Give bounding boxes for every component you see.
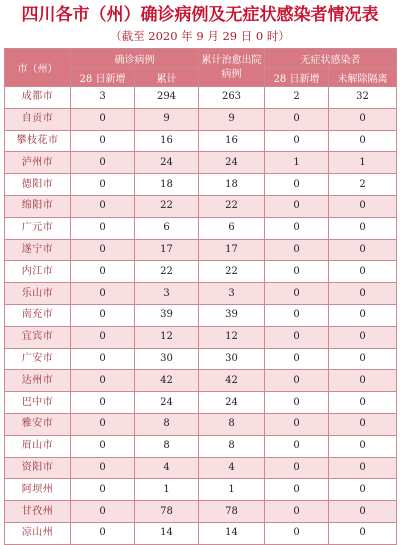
- city-cell: 巴中市: [5, 392, 71, 414]
- confirmed-total-cell: 9: [135, 108, 199, 130]
- table-row: [5, 174, 397, 196]
- asymptomatic-new-cell: 0: [265, 522, 329, 544]
- case-table: [4, 48, 397, 545]
- asymptomatic-new-cell: 0: [265, 370, 329, 392]
- city-cell: 广安市: [5, 348, 71, 370]
- asymptomatic-new-cell: 0: [265, 392, 329, 414]
- asymptomatic-unreleased-cell: 0: [329, 413, 397, 435]
- discharged-cell: 9: [199, 108, 265, 130]
- asymptomatic-unreleased-cell: 0: [329, 195, 397, 217]
- confirmed-total-cell: 39: [135, 304, 199, 326]
- asymptomatic-new-cell: 0: [265, 217, 329, 239]
- table-row: [5, 130, 397, 152]
- city-cell: 凉山州: [5, 522, 71, 544]
- table-row: [5, 239, 397, 261]
- city-cell: 资阳市: [5, 457, 71, 479]
- asymptomatic-unreleased-cell: 0: [329, 457, 397, 479]
- asymptomatic-unreleased-cell: 0: [329, 326, 397, 348]
- city-cell: 甘孜州: [5, 501, 71, 523]
- asymptomatic-new-cell: 0: [265, 239, 329, 261]
- confirmed-total-cell: 30: [135, 348, 199, 370]
- asymptomatic-new-cell: 1: [265, 152, 329, 174]
- table-row: [5, 522, 397, 544]
- discharged-cell: 24: [199, 152, 265, 174]
- table-subtitle: （截至 2020 年 9 月 29 日 0 时）: [110, 29, 290, 43]
- confirmed-new-cell: 0: [71, 479, 135, 501]
- city-cell: 乐山市: [5, 283, 71, 305]
- confirmed-total-cell: 12: [135, 326, 199, 348]
- confirmed-new-cell: 0: [71, 348, 135, 370]
- header-confirmed-new: 28 日新增: [71, 68, 135, 87]
- asymptomatic-unreleased-cell: 0: [329, 239, 397, 261]
- confirmed-total-cell: 16: [135, 130, 199, 152]
- asymptomatic-unreleased-cell: 0: [329, 130, 397, 152]
- city-cell: 攀枝花市: [5, 130, 71, 152]
- discharged-cell: 30: [199, 348, 265, 370]
- confirmed-new-cell: 0: [71, 239, 135, 261]
- asymptomatic-unreleased-cell: 0: [329, 108, 397, 130]
- asymptomatic-new-cell: 0: [265, 348, 329, 370]
- discharged-cell: 4: [199, 457, 265, 479]
- confirmed-new-cell: 0: [71, 108, 135, 130]
- table-row: [5, 217, 397, 239]
- table-row: [5, 435, 397, 457]
- discharged-cell: 1: [199, 479, 265, 501]
- asymptomatic-unreleased-cell: 0: [329, 304, 397, 326]
- city-cell: 自贡市: [5, 108, 71, 130]
- header-confirmed-total: 累计: [135, 68, 199, 87]
- asymptomatic-unreleased-cell: 0: [329, 261, 397, 283]
- confirmed-new-cell: 0: [71, 522, 135, 544]
- header-confirmed-group: 确诊病例: [71, 49, 199, 68]
- confirmed-total-cell: 294: [135, 87, 199, 109]
- confirmed-total-cell: 14: [135, 522, 199, 544]
- asymptomatic-new-cell: 0: [265, 457, 329, 479]
- table-row: [5, 261, 397, 283]
- confirmed-total-cell: 8: [135, 435, 199, 457]
- asymptomatic-unreleased-cell: 0: [329, 283, 397, 305]
- confirmed-total-cell: 22: [135, 195, 199, 217]
- city-cell: 成都市: [5, 87, 71, 109]
- asymptomatic-unreleased-cell: 0: [329, 217, 397, 239]
- city-cell: 达州市: [5, 370, 71, 392]
- header-asymptomatic-group: 无症状感染者: [265, 49, 397, 68]
- confirmed-new-cell: 0: [71, 501, 135, 523]
- confirmed-total-cell: 17: [135, 239, 199, 261]
- asymptomatic-unreleased-cell: 32: [329, 87, 397, 109]
- table-row: [5, 195, 397, 217]
- discharged-cell: 3: [199, 283, 265, 305]
- table-row: [5, 457, 397, 479]
- confirmed-new-cell: 0: [71, 370, 135, 392]
- city-cell: 内江市: [5, 261, 71, 283]
- table-row: [5, 283, 397, 305]
- header-asymptomatic-unreleased: 未解除隔离: [329, 68, 397, 87]
- asymptomatic-new-cell: 0: [265, 435, 329, 457]
- discharged-cell: 78: [199, 501, 265, 523]
- discharged-cell: 18: [199, 174, 265, 196]
- table-row: [5, 392, 397, 414]
- table-row: [5, 326, 397, 348]
- confirmed-new-cell: 0: [71, 174, 135, 196]
- asymptomatic-unreleased-cell: 1: [329, 152, 397, 174]
- header-asymptomatic-new: 28 日新增: [265, 68, 329, 87]
- asymptomatic-new-cell: 0: [265, 283, 329, 305]
- table-row: [5, 348, 397, 370]
- asymptomatic-new-cell: 0: [265, 261, 329, 283]
- discharged-cell: 8: [199, 413, 265, 435]
- table-row: [5, 87, 397, 109]
- city-cell: 眉山市: [5, 435, 71, 457]
- asymptomatic-unreleased-cell: 0: [329, 392, 397, 414]
- confirmed-total-cell: 18: [135, 174, 199, 196]
- asymptomatic-unreleased-cell: 0: [329, 479, 397, 501]
- asymptomatic-new-cell: 2: [265, 87, 329, 109]
- city-cell: 雅安市: [5, 413, 71, 435]
- asymptomatic-unreleased-cell: 0: [329, 348, 397, 370]
- asymptomatic-new-cell: 0: [265, 174, 329, 196]
- discharged-cell: 39: [199, 304, 265, 326]
- asymptomatic-new-cell: 0: [265, 130, 329, 152]
- asymptomatic-unreleased-cell: 2: [329, 174, 397, 196]
- asymptomatic-new-cell: 0: [265, 413, 329, 435]
- confirmed-new-cell: 0: [71, 217, 135, 239]
- table-row: [5, 413, 397, 435]
- confirmed-new-cell: 0: [71, 457, 135, 479]
- confirmed-new-cell: 0: [71, 413, 135, 435]
- city-cell: 广元市: [5, 217, 71, 239]
- city-cell: 遂宁市: [5, 239, 71, 261]
- city-cell: 宜宾市: [5, 326, 71, 348]
- asymptomatic-unreleased-cell: 0: [329, 501, 397, 523]
- table-row: [5, 479, 397, 501]
- confirmed-new-cell: 0: [71, 195, 135, 217]
- confirmed-total-cell: 24: [135, 152, 199, 174]
- city-cell: 德阳市: [5, 174, 71, 196]
- city-cell: 南充市: [5, 304, 71, 326]
- confirmed-new-cell: 0: [71, 152, 135, 174]
- confirmed-new-cell: 0: [71, 326, 135, 348]
- table-row: [5, 108, 397, 130]
- confirmed-total-cell: 24: [135, 392, 199, 414]
- discharged-cell: 14: [199, 522, 265, 544]
- table-row: [5, 152, 397, 174]
- asymptomatic-new-cell: 0: [265, 108, 329, 130]
- city-cell: 泸州市: [5, 152, 71, 174]
- header-city: 市（州）: [5, 49, 71, 87]
- confirmed-total-cell: 4: [135, 457, 199, 479]
- city-cell: 绵阳市: [5, 195, 71, 217]
- confirmed-total-cell: 8: [135, 413, 199, 435]
- table-row: [5, 304, 397, 326]
- confirmed-new-cell: 0: [71, 435, 135, 457]
- asymptomatic-new-cell: 0: [265, 304, 329, 326]
- confirmed-total-cell: 6: [135, 217, 199, 239]
- asymptomatic-new-cell: 0: [265, 479, 329, 501]
- discharged-cell: 17: [199, 239, 265, 261]
- confirmed-total-cell: 3: [135, 283, 199, 305]
- header-discharged: 累计治愈出院病例: [199, 49, 265, 87]
- discharged-cell: 22: [199, 195, 265, 217]
- asymptomatic-new-cell: 0: [265, 501, 329, 523]
- asymptomatic-unreleased-cell: 0: [329, 370, 397, 392]
- discharged-cell: 8: [199, 435, 265, 457]
- asymptomatic-unreleased-cell: 0: [329, 522, 397, 544]
- confirmed-new-cell: 0: [71, 130, 135, 152]
- table-header: [5, 49, 397, 87]
- discharged-cell: 6: [199, 217, 265, 239]
- discharged-cell: 42: [199, 370, 265, 392]
- confirmed-total-cell: 22: [135, 261, 199, 283]
- asymptomatic-new-cell: 0: [265, 195, 329, 217]
- discharged-cell: 263: [199, 87, 265, 109]
- confirmed-total-cell: 1: [135, 479, 199, 501]
- table-row: [5, 370, 397, 392]
- confirmed-new-cell: 0: [71, 392, 135, 414]
- city-cell: 阿坝州: [5, 479, 71, 501]
- discharged-cell: 16: [199, 130, 265, 152]
- table-row: [5, 501, 397, 523]
- confirmed-total-cell: 78: [135, 501, 199, 523]
- confirmed-new-cell: 0: [71, 261, 135, 283]
- table-title: 四川各市（州）确诊病例及无症状感染者情况表: [21, 5, 379, 25]
- confirmed-new-cell: 0: [71, 283, 135, 305]
- discharged-cell: 22: [199, 261, 265, 283]
- table-body: [5, 87, 397, 545]
- confirmed-new-cell: 0: [71, 304, 135, 326]
- asymptomatic-unreleased-cell: 0: [329, 435, 397, 457]
- asymptomatic-new-cell: 0: [265, 326, 329, 348]
- confirmed-total-cell: 42: [135, 370, 199, 392]
- confirmed-new-cell: 3: [71, 87, 135, 109]
- discharged-cell: 12: [199, 326, 265, 348]
- discharged-cell: 24: [199, 392, 265, 414]
